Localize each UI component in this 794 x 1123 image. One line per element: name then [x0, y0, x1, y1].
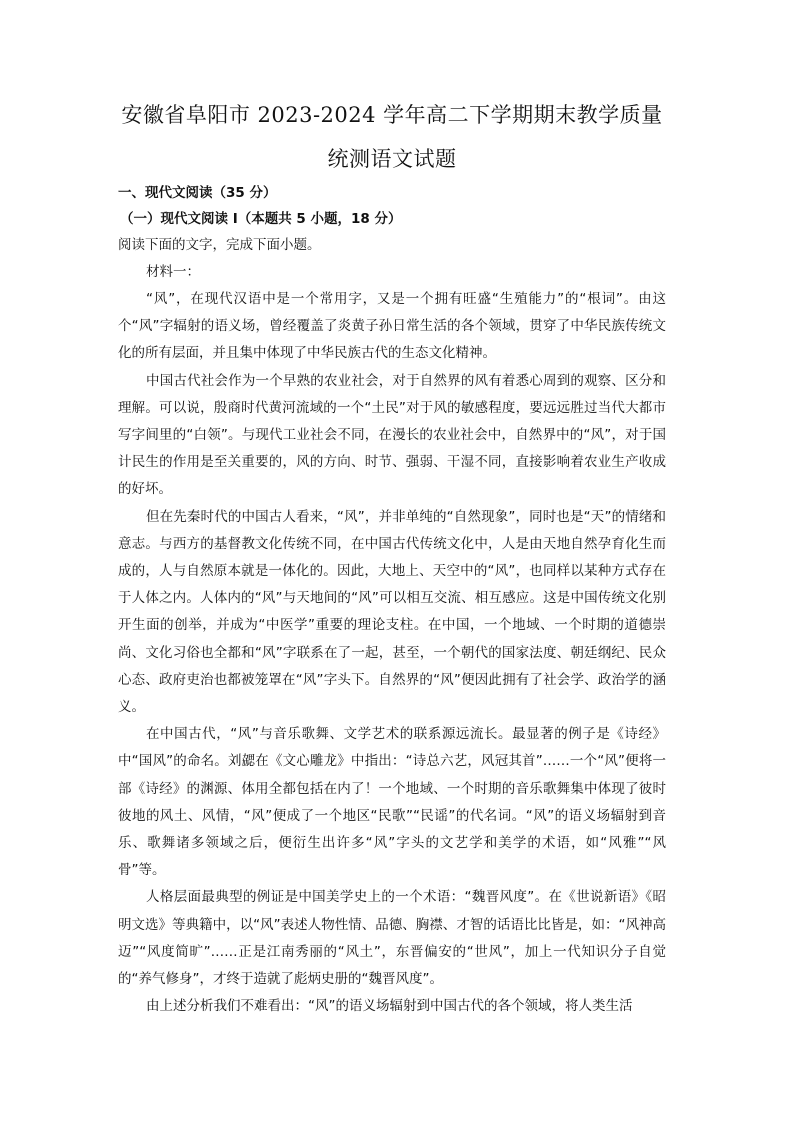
material-label: 材料一：: [146, 264, 200, 280]
paragraph-3: 但在先秦时代的中国古人看来，“风”，并非单纯的“自然现象”，同时也是“天”的情绪和意志。与西方的基督教文化传统不同，在中国古代传统文化中，人是由天地自然孕育化生而成的，人与自然原本就是一体化的。因此，大地上、天空中的“风”，也同样以某种方式存在于人体之内。人体内的“风”与天地间的“风”可以相互交流、相互感应。这是中国传统文化别开生面的创举，并成为“中医学”重要的理论支柱。在中国，一个地域、一个时期的道德崇尚、文化习俗也全都和“风”字联系在了一起，甚至，一个朝代的国家法度、朝廷纲纪、民众心态、政府吏治也都被笼罩在“风”字头下。自然界的“风”便因此拥有了社会学、政治学的涵义。: [118, 508, 666, 716]
paragraph-4: 在中国古代，“风”与音乐歌舞、文学艺术的联系源远流长。最显著的例子是《诗经》中“国风”的命名。刘勰在《文心雕龙》中指出：“诗总六艺，风冠其首”……一个“风”便将一部《诗经》的渊源、体用全都包括在内了！一个地域、一个时期的音乐歌舞集中体现了彼时彼地的风土、风情，“风”便成了一个地区“民歌”“民谣”的代名词。“风”的语义场辐射到音乐、歌舞诸多领域之后，便衍生出许多“风”字头的文艺学和美学的术语，如“风雅”“风骨”等。: [118, 726, 666, 879]
paragraph-2: 中国古代社会作为一个早熟的农业社会，对于自然界的风有着悉心周到的观察、区分和理解。可以说，殷商时代黄河流域的一个“土民”对于风的敏感程度，要远远胜过当代大都市写字间里的“白领”。与现代工业社会不同，在漫长的农业社会中，自然界中的“风”，对于国计民生的作用是至关重要的，风的方向、时节、强弱、干湿不同，直接影响着农业生产收成的好坏。: [118, 372, 666, 498]
document-title: [118, 96, 666, 178]
paragraph-1: “风”，在现代汉语中是一个常用字，又是一个拥有旺盛“生殖能力”的“根词”。由这个“风”字辐射的语义场，曾经覆盖了炎黄子孙日常生活的各个领域，贯穿了中华民族传统文化的所有层面，并且集中体现了中华民族古代的生态文化精神。: [118, 291, 666, 362]
reading-instruction: 阅读下面的文字，完成下面小题。: [118, 237, 321, 253]
subsection-heading: （一）现代文阅读 I（本题共 5 小题，18 分）: [120, 211, 402, 227]
title-line-2: 统测语文试题: [327, 147, 457, 171]
paragraph-6: 由上述分析我们不难看出：“风”的语义场辐射到中国古代的各个领域，将人类生活: [146, 998, 633, 1015]
title-line-1: 安徽省阜阳市 2023-2024 学年高二下学期期末教学质量: [121, 103, 663, 127]
paragraph-5: 人格层面最典型的例证是中国美学史上的一个术语：“魏晋风度”。在《世说新语》《昭明文选》等典籍中，以“风”表述人物性情、品德、胸襟、才智的话语比比皆是，如：“风神高迈”“风度简旷”……正是江南秀丽的“风土”，东晋偏安的“世风”，加上一代知识分子自觉的“养气修身”，才终于造就了彪炳史册的“魏晋风度”。: [118, 889, 666, 988]
section-heading: 一、现代文阅读（35 分）: [118, 185, 277, 201]
